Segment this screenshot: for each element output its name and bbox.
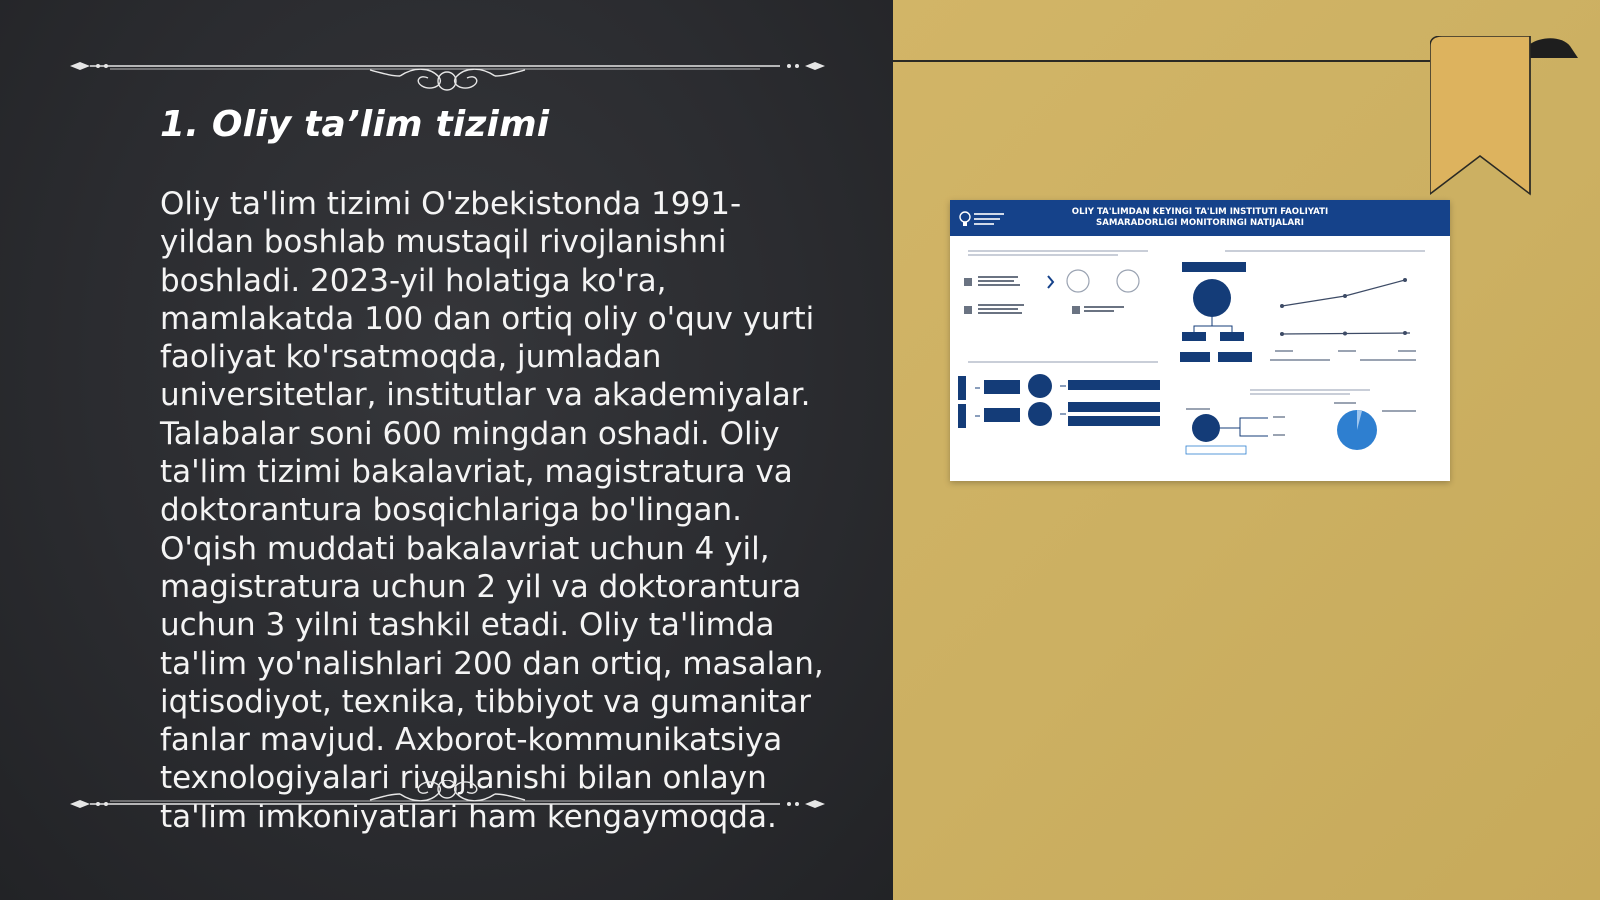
- ornament-divider-icon: [70, 780, 825, 830]
- poster-infographic: [950, 236, 1450, 481]
- poster-image: [950, 200, 1450, 481]
- poster-title: OLIY TA'LIMDAN KEYINGI TA'LIM INSTITUTI FAOLIYATI SAMARADORLIGI MONITORINGI NATIJALARI: [1071, 207, 1329, 228]
- horizontal-rule: [893, 60, 1439, 62]
- bookmark-ribbon-icon: [1430, 36, 1580, 206]
- ornament-divider-icon: [70, 46, 825, 96]
- slide-title: 1. Oliy ta’lim tizimi: [160, 104, 550, 145]
- lightbulb-logo-icon: [958, 209, 1008, 229]
- slide-body-text: Oliy ta'lim tizimi O'zbekistonda 1991-yildan boshlab mustaqil rivojlanishni boshladi. 2023-yil holatiga ko'ra, mamlakatda 100 dan ortiq oliy o'quv yurti faoliyat ko'rsatmoqda, jumladan universitetlar, institutlar va akademiyalar. Talabalar soni 600 mingdan oshadi. Oliy ta'lim tizimi bakalavriat, magistratura va doktorantura bosqichlariga bo'lingan. O'qish muddati bakalavriat uchun 4 yil, magistratura uchun 2 yil va doktorantura uchun 3 yilni tashkil etadi. Oliy ta'limda ta'lim yo'nalishlari 200 dan ortiq, masalan, iqtisodiyot, texnika, tibbiyot va gumanitar fanlar mavjud. Axborot-kommunikatsiya texnologiyalari rivojlanishi bilan onlayn ta'lim imkoniyatlari ham kengaymoqda.: [160, 186, 824, 835]
- poster-header: [950, 200, 1450, 236]
